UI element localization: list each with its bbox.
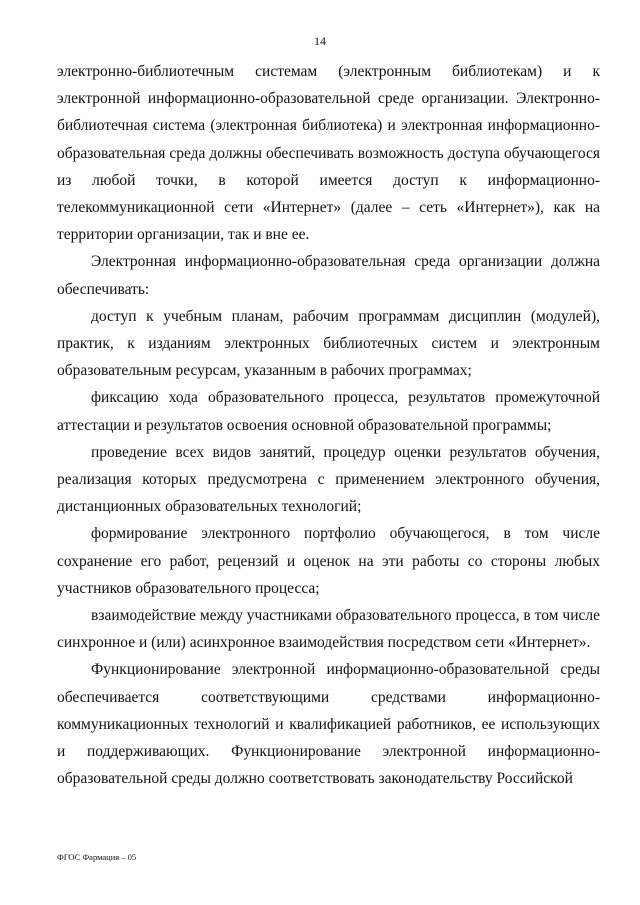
list-item-access: доступ к учебным планам, рабочим программам дисциплин (модулей), практик, к изданиям электронных библиотечных систем и электронным образовательным ресурсам, указанным в рабочих программах; [57, 307, 600, 380]
list-item-classes: проведение всех видов занятий, процедур оценки результатов обучения, реализация которых предусмотрена с применением электронного обучения, дистанционных образовательных технологий; [57, 443, 600, 516]
footer-label: ФГОС Фармация – 05 [57, 852, 137, 862]
paragraph-functioning: Функционирование электронной информационно-образовательной среды обеспечивается соответствующими средствами информационно-коммуникационных технологий и квалификацией работников, ее использующих и поддерживающих. Функционирование электронной информационно-образовательной среды должно соответствовать законодательству Российской [57, 661, 600, 788]
body-text [57, 58, 600, 792]
list-item-fixation: фиксацию хода образовательного процесса, результатов промежуточной аттестации и результатов освоения основной образовательной программы; [57, 389, 600, 434]
page-number: 14 [314, 34, 326, 48]
list-item-interaction: взаимодействие между участниками образовательного процесса, в том числе синхронное и (или) асинхронное взаимодействия посредством сети «Интернет». [57, 607, 600, 652]
paragraph-eios-requirements: Электронная информационно-образовательная среда организации должна обеспечивать: [57, 253, 600, 298]
list-item-portfolio: формирование электронного портфолио обучающегося, в том числе сохранение его работ, рецензий и оценок на эти работы со стороны любых участников образовательного процесса; [57, 525, 600, 597]
paragraph-continuation: электронно-библиотечным системам (электронным библиотекам) и к электронной информационно-образовательной среде организации. Электронно-библиотечная система (электронная библиотека) и электронная информационно-образовательная среда должны обеспечивать возможность доступа обучающегося из любой точки, в которой имеется доступ к информационно-телекоммуникационной сети «Интернет» (далее – сеть «Интернет»), как на территории организации, так и вне ее. [57, 63, 600, 244]
